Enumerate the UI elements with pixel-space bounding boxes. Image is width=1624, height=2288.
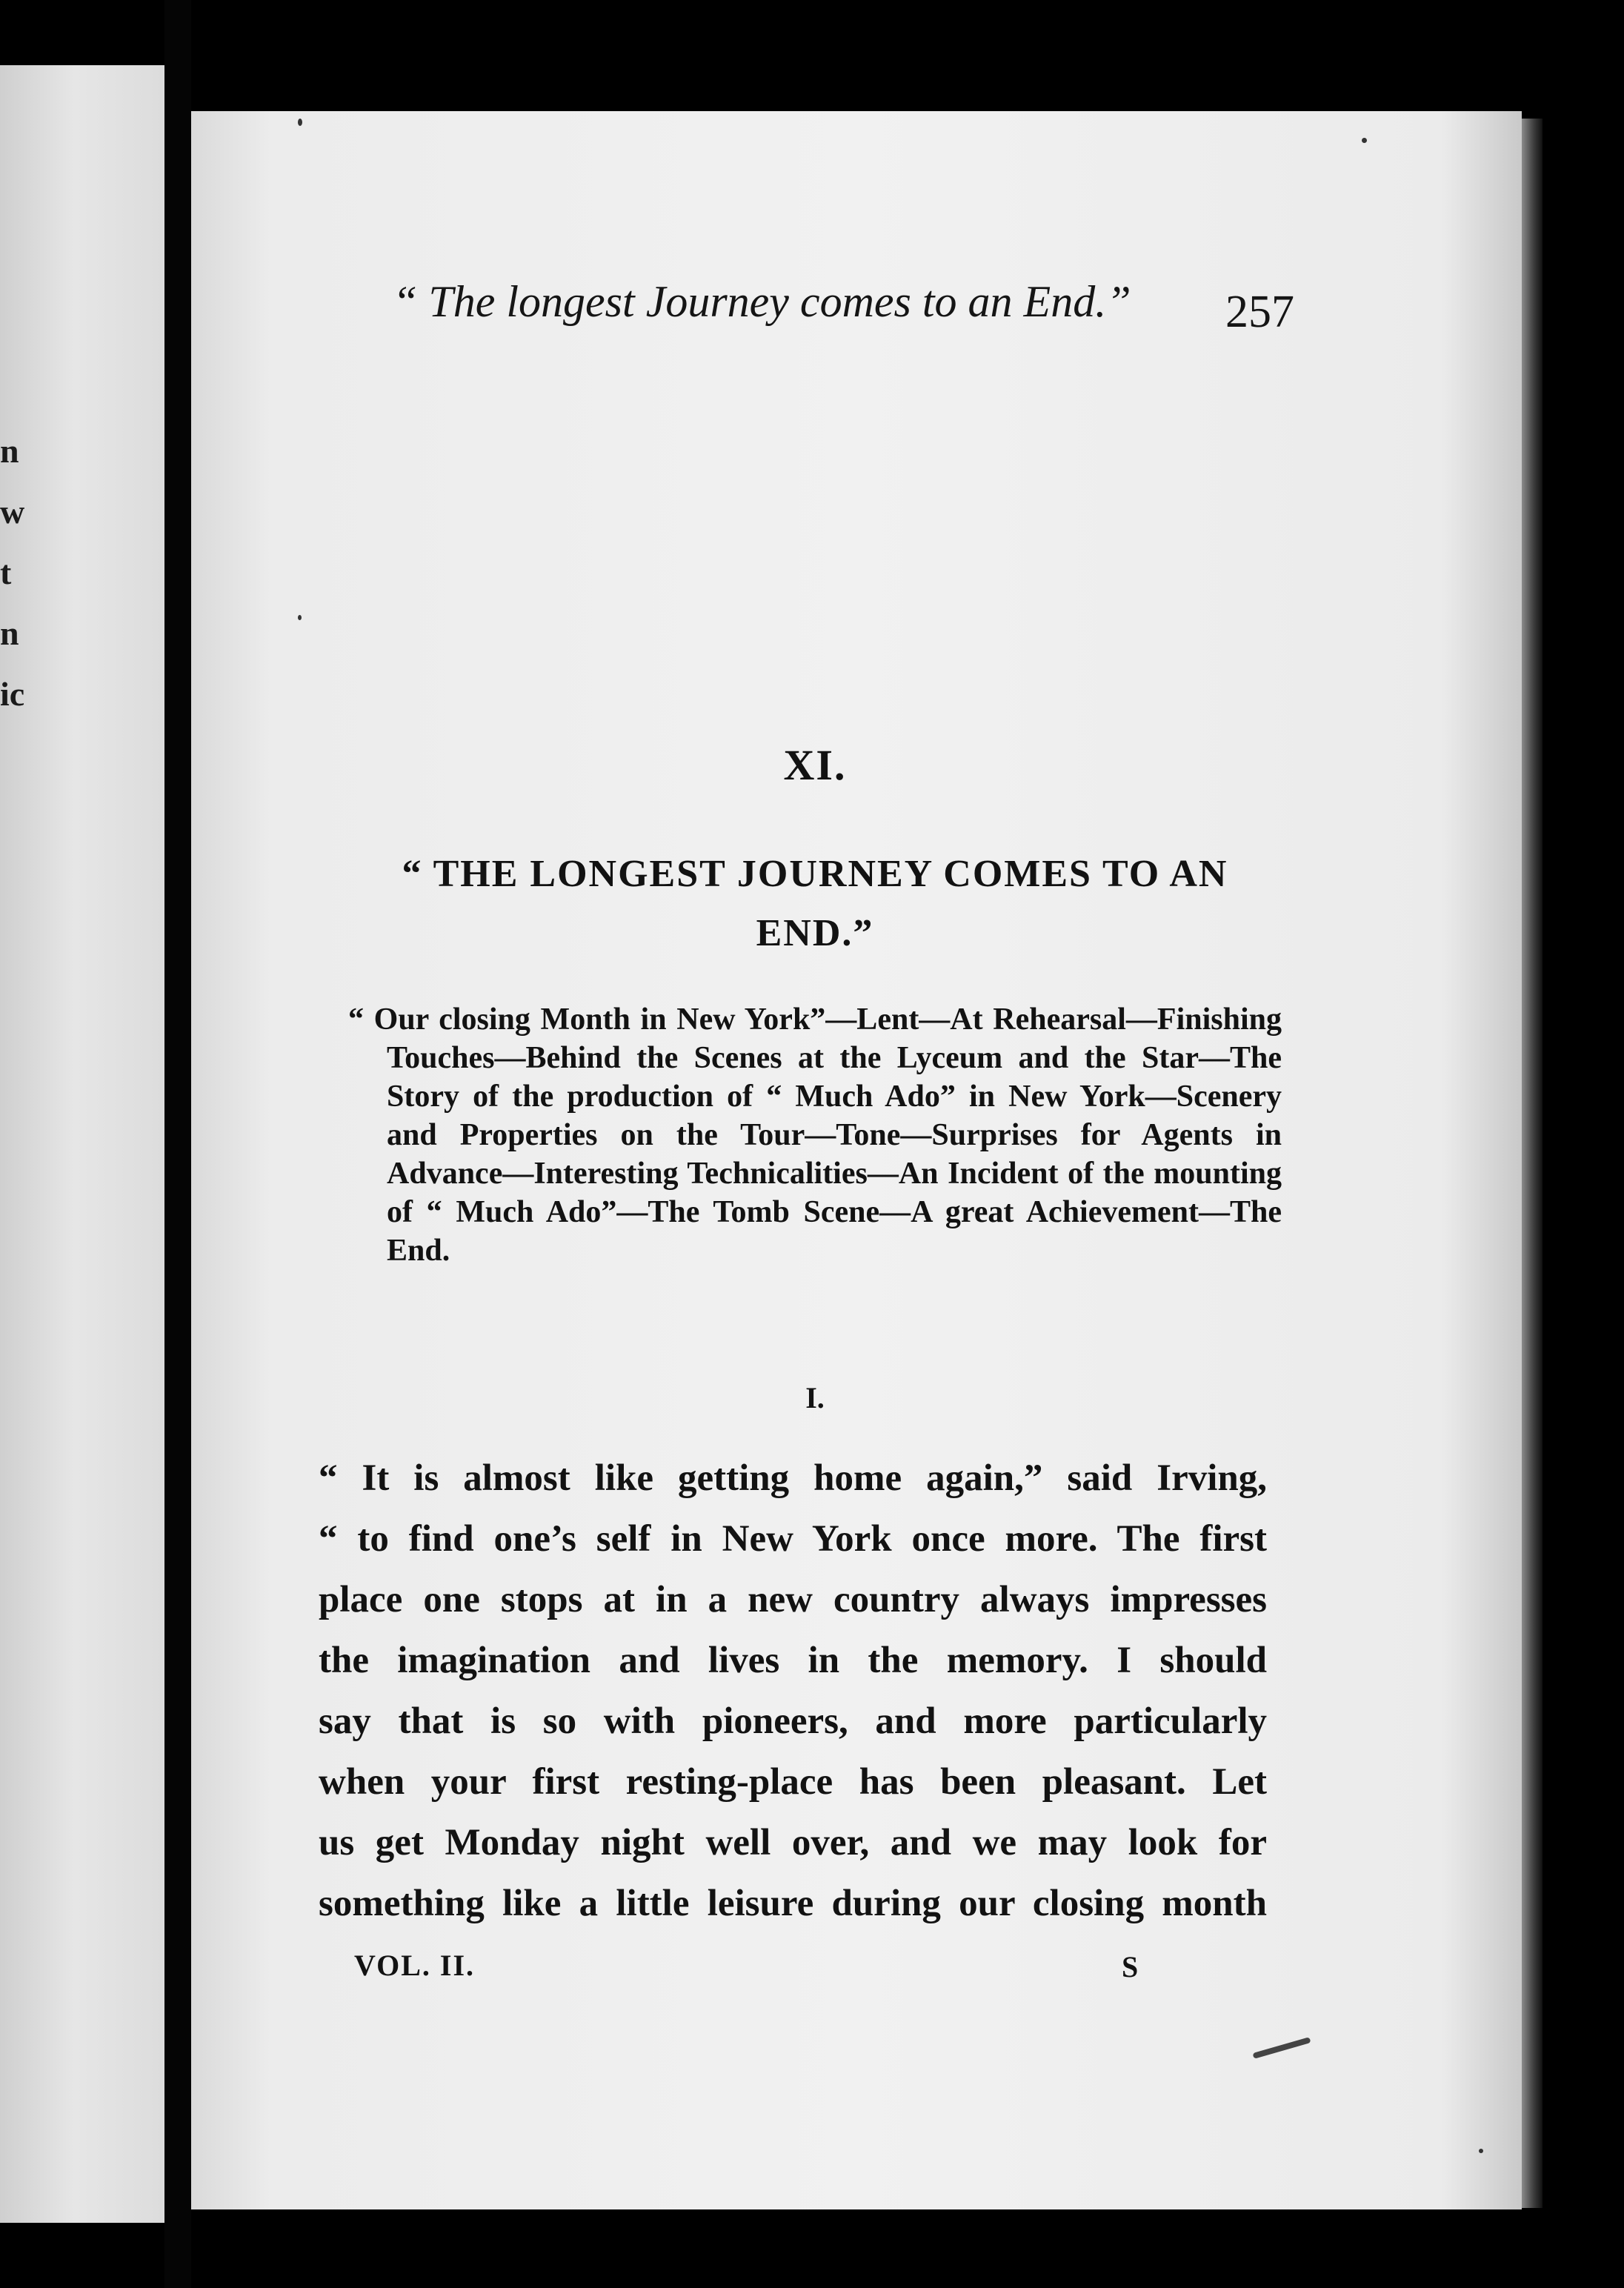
footer-volume-mark: VOL. II. [354, 1949, 476, 1982]
left-facing-page [0, 65, 164, 2223]
chapter-title [356, 845, 1274, 963]
body-line: “ to find one’s self in New York once more. The first [319, 1518, 1267, 1560]
left-fragment: t [0, 553, 12, 591]
footer-signature-mark: S [1122, 1950, 1139, 1983]
chapter-synopsis: “ Our closing Month in New York”—Lent—At Rehearsal—Finishing Touches—Behind the Scenes at the Lyceum and the Star—The Story of the production of “ Much Ado” in New York—Scenery and Properties on the Tour—Tone—Surprises for Agents in Advance—Interesting Technicalities—An Incident of the mounting of “ Much Ado”—The Tomb Scene—A great Achievement—The End. [348, 1002, 1282, 1268]
page-number: 257 [1225, 287, 1294, 337]
chapter-title-line-2: END.” [756, 912, 874, 954]
body-line: “ It is almost like getting home again,” said Irving, [319, 1457, 1267, 1499]
running-head: “ The longest Journey comes to an End.” [393, 277, 1131, 326]
body-text [319, 1448, 1267, 1934]
dust-speck [298, 119, 302, 126]
body-line: say that is so with pioneers, and more particularly [319, 1700, 1267, 1742]
left-fragment: ic [0, 675, 25, 713]
left-fragment: w [0, 493, 25, 531]
body-line: when your first resting-place has been pleasant. Let [319, 1761, 1267, 1803]
body-line: something like a little leisure during our closing month [319, 1883, 1267, 1924]
left-page-fragments [0, 421, 44, 725]
body-line: the imagination and lives in the memory. I should [319, 1640, 1267, 1681]
dust-speck [1479, 2149, 1483, 2153]
dust-speck [1362, 138, 1367, 143]
body-line: place one stops at in a new country always impresses [319, 1579, 1267, 1620]
section-number: I. [805, 1381, 825, 1414]
dust-speck [298, 615, 302, 620]
book-gutter [164, 0, 191, 2288]
chapter-title-line-1: “ THE LONGEST JOURNEY COMES TO AN [402, 853, 1228, 895]
page-edge-shadow [1522, 119, 1543, 2208]
left-fragment: n [0, 614, 19, 652]
chapter-number: XI. [783, 741, 847, 789]
left-fragment: n [0, 432, 19, 470]
body-line: us get Monday night well over, and we may look for [319, 1822, 1267, 1863]
